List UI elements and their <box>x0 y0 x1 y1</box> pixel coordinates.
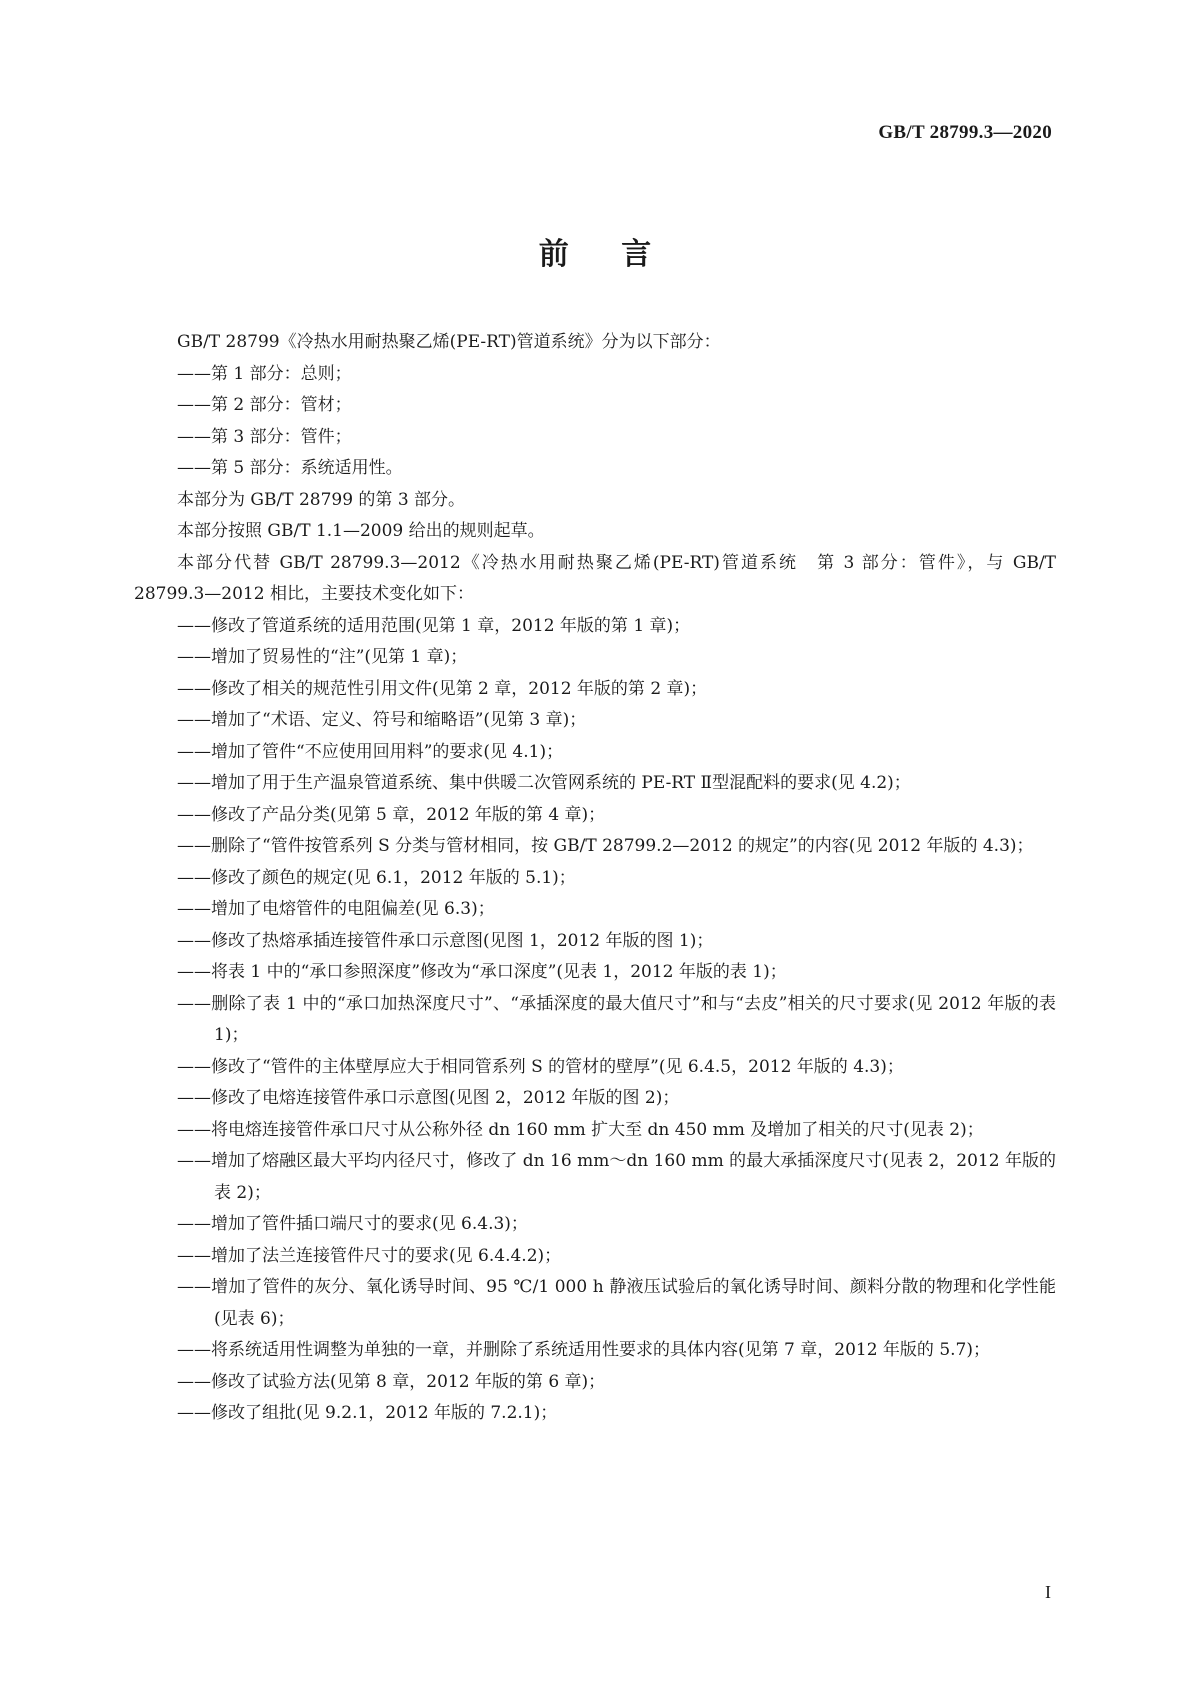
list-item: ——修改了试验方法(见第 8 章，2012 年版的第 6 章)； <box>177 1371 606 1392</box>
paragraph: GB/T 28799《冷热水用耐热聚乙烯(PE-RT)管道系统》分为以下部分： <box>177 332 721 352</box>
list-item: ——修改了电熔连接管件承口示意图(见图 2，2012 年版的图 2)； <box>177 1088 680 1108</box>
standard-code-header: GB/T 28799.3—2020 <box>878 122 1052 143</box>
list-item: ——增加了电熔管件的电阻偏差(见 6.3)； <box>177 899 495 919</box>
paragraph: 本部分代替 GB/T 28799.3—2012《冷热水用耐热聚乙烯(PE-RT)管道系统 第 3 部分：管件》，与 GB/T 28799.3—2012 相比，主要技术变化如下： <box>134 552 1056 604</box>
list-item: ——修改了“管件的主体壁厚应大于相同管系列 S 的管材的壁厚”(见 6.4.5，2012 年版的 4.3)； <box>177 1056 904 1077</box>
list-item: ——修改了热熔承插连接管件承口示意图(见图 1，2012 年版的图 1)； <box>177 930 714 951</box>
foreword-body <box>134 327 1056 1430</box>
paragraph: 本部分按照 GB/T 1.1—2009 给出的规则起草。 <box>177 521 545 541</box>
list-item: ——修改了产品分类(见第 5 章，2012 年版的第 4 章)； <box>177 804 606 825</box>
list-item: ——第 2 部分：管材； <box>177 395 352 415</box>
list-item: ——删除了表 1 中的“承口加热深度尺寸”、“承插深度的最大值尺寸”和与“去皮”相关的尺寸要求(见 2012 年版的表 1)； <box>177 993 1056 1045</box>
list-item: ——增加了法兰连接管件尺寸的要求(见 6.4.4.2)； <box>177 1245 562 1266</box>
list-item: ——删除了“管件按管系列 S 分类与管材相同，按 GB/T 28799.2—2012 的规定”的内容(见 2012 年版的 4.3)； <box>177 836 1034 856</box>
list-item: ——增加了管件“不应使用回用料”的要求(见 4.1)； <box>177 741 564 762</box>
list-item: ——第 3 部分：管件； <box>177 426 352 447</box>
list-item: ——修改了颜色的规定(见 6.1，2012 年版的 5.1)； <box>177 867 576 888</box>
page-title: 前 言 <box>538 237 653 272</box>
list-item: ——修改了组批(见 9.2.1，2012 年版的 7.2.1)； <box>177 1403 558 1423</box>
list-item: ——增加了用于生产温泉管道系统、集中供暖二次管网系统的 PE-RT Ⅱ型混配料的要求(见 4.2)； <box>177 773 911 793</box>
list-item: ——修改了管道系统的适用范围(见第 1 章，2012 年版的第 1 章)； <box>177 615 691 636</box>
list-item: ——第 5 部分：系统适用性。 <box>177 458 403 478</box>
list-item: ——增加了“术语、定义、符号和缩略语”(见第 3 章)； <box>177 710 587 730</box>
list-item: ——将电熔连接管件承口尺寸从公称外径 dn 160 mm 扩大至 dn 450 mm 及增加了相关的尺寸(见表 2)； <box>177 1119 984 1140</box>
list-item: ——第 1 部分：总则； <box>177 363 352 384</box>
list-item: ——将系统适用性调整为单独的一章，并删除了系统适用性要求的具体内容(见第 7 章，2012 年版的 5.7)； <box>177 1340 990 1360</box>
list-item: ——修改了相关的规范性引用文件(见第 2 章，2012 年版的第 2 章)； <box>177 678 708 699</box>
list-item: ——增加了管件插口端尺寸的要求(见 6.4.3)； <box>177 1214 528 1234</box>
paragraph: 本部分为 GB/T 28799 的第 3 部分。 <box>177 489 466 510</box>
list-item: ——增加了管件的灰分、氧化诱导时间、95 ℃/1 000 h 静液压试验后的氧化诱导时间、颜料分散的物理和化学性能(见表 6)； <box>177 1277 1056 1329</box>
list-item: ——增加了贸易性的“注”(见第 1 章)； <box>177 647 468 667</box>
list-item: ——增加了熔融区最大平均内径尺寸，修改了 dn 16 mm～dn 160 mm 的最大承插深度尺寸(见表 2，2012 年版的表 2)； <box>177 1151 1056 1203</box>
page-number: I <box>1045 1582 1051 1602</box>
list-item: ——将表 1 中的“承口参照深度”修改为“承口深度”(见表 1，2012 年版的表 1)； <box>177 962 787 982</box>
